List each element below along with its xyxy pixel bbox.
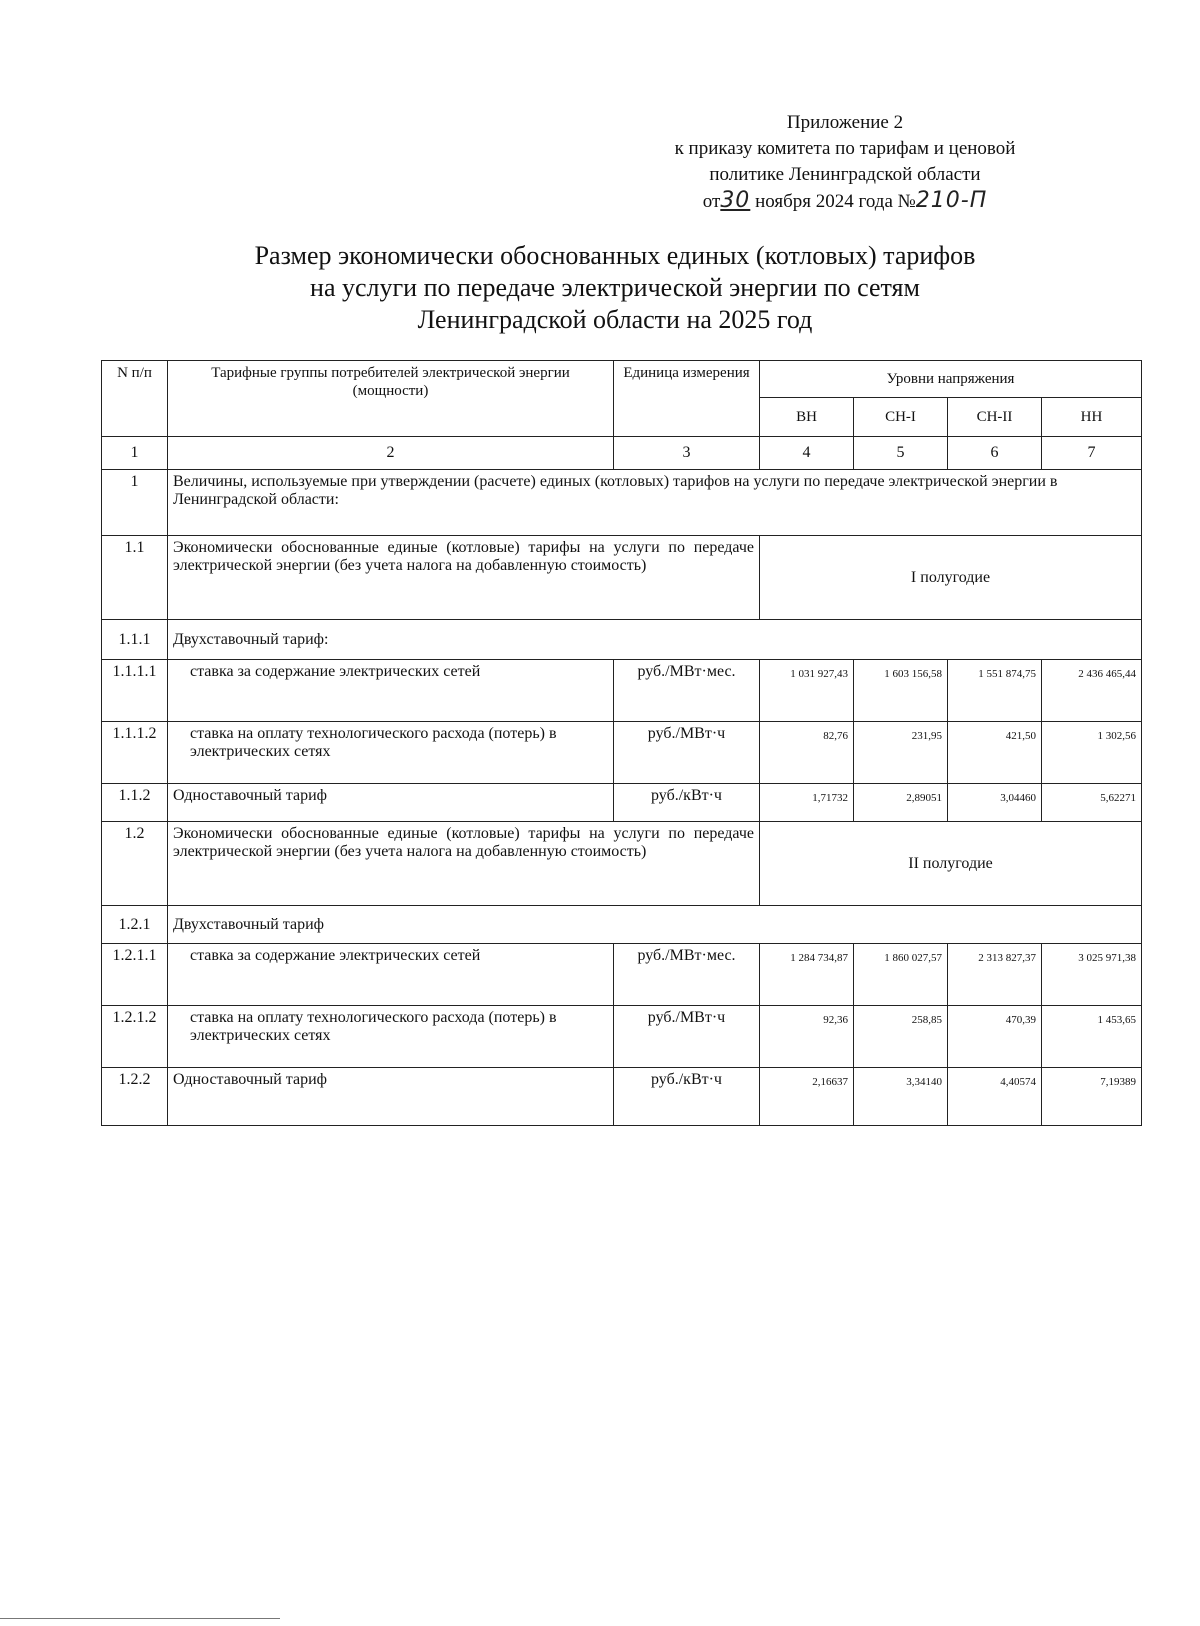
tariff-table — [101, 360, 1142, 1126]
order-number-handwritten: 210-П — [915, 188, 988, 213]
row-description: Двухставочный тариф: — [168, 620, 1142, 660]
row-description: Двухставочный тариф — [168, 906, 1142, 944]
row-unit: руб./МВт·ч — [614, 1006, 760, 1068]
annex-order-ref: к приказу комитета по тарифам и ценовой — [674, 138, 1016, 159]
title-line-2: на услуги по передаче электрической энергии по сетям — [310, 273, 920, 302]
table-row — [102, 1068, 1142, 1126]
row-unit: руб./МВт·ч — [614, 722, 760, 784]
value-vn: 82,76 — [760, 722, 854, 784]
header-vn: ВН — [760, 398, 854, 437]
row-description: Величины, используемые при утверждении (расчете) единых (котловых) тарифов на услуги по передаче электрической энергии в Ленинградской области: — [168, 470, 1142, 536]
header-groups: Тарифные группы потребителей электрической энергии (мощности) — [168, 361, 614, 437]
value-sn2: 470,39 — [948, 1006, 1042, 1068]
value-sn2: 3,04460 — [948, 784, 1042, 822]
value-vn: 1,71732 — [760, 784, 854, 822]
date-mid: ноября 2024 года № — [750, 191, 916, 212]
colnum-3: 3 — [614, 437, 760, 470]
row-unit: руб./кВт·ч — [614, 784, 760, 822]
row-description: ставка за содержание электрических сетей — [168, 944, 614, 1006]
header-levels: Уровни напряжения — [760, 361, 1142, 398]
title-line-1: Размер экономически обоснованных единых (котловых) тарифов — [254, 241, 976, 270]
table-row — [102, 536, 1142, 620]
header-unit: Единица измерения — [614, 361, 760, 437]
date-prefix: от — [702, 191, 721, 212]
colnum-2: 2 — [168, 437, 614, 470]
row-description: ставка на оплату технологического расхода (потерь) в электрических сетях — [168, 722, 614, 784]
header-nn: НН — [1042, 398, 1142, 437]
colnum-1: 1 — [102, 437, 168, 470]
value-sn1: 2,89051 — [854, 784, 948, 822]
value-nn: 5,62271 — [1042, 784, 1142, 822]
row-number: 1.2.1.1 — [102, 944, 168, 1006]
value-sn2: 421,50 — [948, 722, 1042, 784]
table-row — [102, 822, 1142, 906]
table-row — [102, 944, 1142, 1006]
value-sn1: 1 603 156,58 — [854, 660, 948, 722]
annex-block — [610, 110, 1080, 215]
scan-edge-mark — [0, 1618, 280, 1619]
colnum-5: 5 — [854, 437, 948, 470]
row-number: 1 — [102, 470, 168, 536]
row-description: Одноставочный тариф — [168, 784, 614, 822]
value-nn: 2 436 465,44 — [1042, 660, 1142, 722]
value-sn1: 3,34140 — [854, 1068, 948, 1126]
value-sn2: 4,40574 — [948, 1068, 1042, 1126]
row-unit: руб./МВт·мес. — [614, 660, 760, 722]
row-description: ставка на оплату технологического расхода (потерь) в электрических сетях — [168, 1006, 614, 1068]
value-nn: 1 302,56 — [1042, 722, 1142, 784]
colnum-7: 7 — [1042, 437, 1142, 470]
value-nn: 1 453,65 — [1042, 1006, 1142, 1068]
table-row — [102, 620, 1142, 660]
row-description: Экономически обоснованные единые (котловые) тарифы на услуги по передаче электрической энергии (без учета налога на добавленную стоимость) — [168, 822, 760, 906]
value-sn2: 1 551 874,75 — [948, 660, 1042, 722]
row-number: 1.2.2 — [102, 1068, 168, 1126]
row-number: 1.1.1.1 — [102, 660, 168, 722]
row-number: 1.1.1.2 — [102, 722, 168, 784]
row-number: 1.2.1 — [102, 906, 168, 944]
annex-title: Приложение 2 — [786, 112, 904, 133]
table-row — [102, 906, 1142, 944]
date-day-handwritten: 30 — [720, 188, 751, 213]
header-num: N п/п — [102, 361, 168, 437]
header-sn2: СН-II — [948, 398, 1042, 437]
colnum-6: 6 — [948, 437, 1042, 470]
header-row-1 — [102, 361, 1142, 398]
annex-date-line — [610, 188, 1080, 215]
row-number: 1.1.2 — [102, 784, 168, 822]
row-unit: руб./кВт·ч — [614, 1068, 760, 1126]
row-unit: руб./МВт·мес. — [614, 944, 760, 1006]
value-vn: 1 031 927,43 — [760, 660, 854, 722]
value-vn: 92,36 — [760, 1006, 854, 1068]
row-description: ставка за содержание электрических сетей — [168, 660, 614, 722]
value-nn: 7,19389 — [1042, 1068, 1142, 1126]
row-number: 1.2.1.2 — [102, 1006, 168, 1068]
value-vn: 2,16637 — [760, 1068, 854, 1126]
value-sn2: 2 313 827,37 — [948, 944, 1042, 1006]
value-sn1: 258,85 — [854, 1006, 948, 1068]
row-number: 1.1.1 — [102, 620, 168, 660]
table-row — [102, 784, 1142, 822]
colnum-4: 4 — [760, 437, 854, 470]
row-number: 1.2 — [102, 822, 168, 906]
period-label: I полугодие — [760, 536, 1142, 620]
table-row — [102, 1006, 1142, 1068]
table-row — [102, 470, 1142, 536]
row-number: 1.1 — [102, 536, 168, 620]
value-sn1: 1 860 027,57 — [854, 944, 948, 1006]
period-label: II полугодие — [760, 822, 1142, 906]
table-row — [102, 722, 1142, 784]
value-vn: 1 284 734,87 — [760, 944, 854, 1006]
header-sn1: СН-I — [854, 398, 948, 437]
column-number-row — [102, 437, 1142, 470]
row-description: Экономически обоснованные единые (котловые) тарифы на услуги по передаче электрической энергии (без учета налога на добавленную стоимость) — [168, 536, 760, 620]
title-line-3: Ленинградской области на 2025 год — [417, 305, 813, 334]
annex-committee: политике Ленинградской области — [709, 164, 981, 185]
row-description: Одноставочный тариф — [168, 1068, 614, 1126]
value-sn1: 231,95 — [854, 722, 948, 784]
document-title — [120, 240, 1110, 336]
value-nn: 3 025 971,38 — [1042, 944, 1142, 1006]
table-row — [102, 660, 1142, 722]
